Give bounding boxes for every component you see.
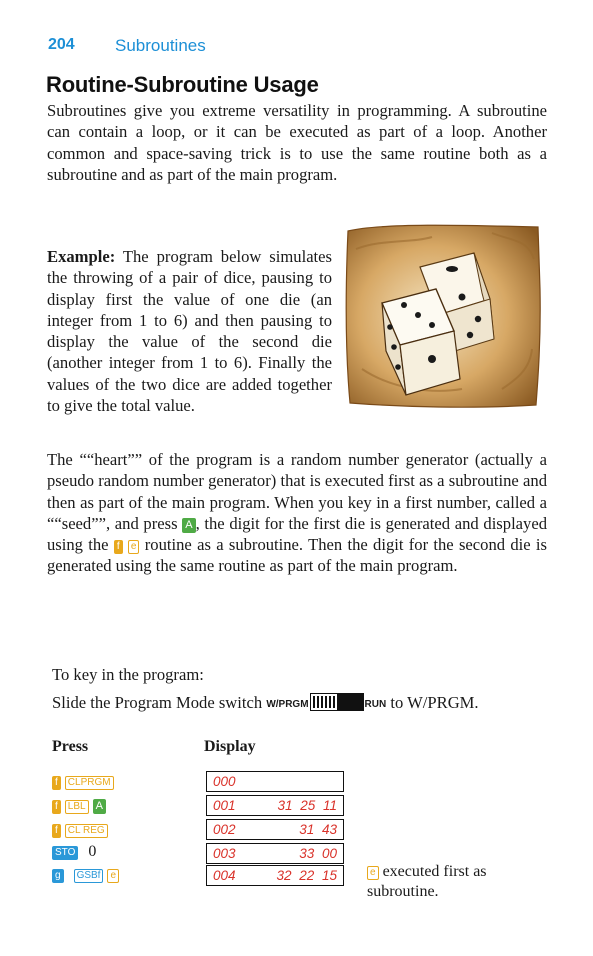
press-keys (52, 843, 96, 861)
key-sto-icon: STO (52, 846, 78, 860)
display-line (206, 795, 344, 816)
row-note: e executed first as subroutine. (367, 863, 487, 900)
key-g-icon: g (52, 869, 64, 883)
press-keys (52, 773, 114, 791)
key-clprgm-icon: CLPRGM (65, 776, 114, 790)
press-column-header: Press (52, 738, 89, 755)
switch-label-wprgm: W/PRGM (266, 699, 309, 710)
example-text: The program below simulates the throwing of a pair of dice, pausing to display first the value of one die (an integer from 1 to 6) and then pausing to display the value of the second die (another integer from 1 to 6). Finally the values of the two dice are added together to give the total value. (47, 247, 332, 416)
key-a-icon: A (93, 799, 106, 814)
display-step: 004 (213, 868, 236, 883)
display-code: 33 00 (299, 846, 337, 861)
program-mode-switch-icon (310, 693, 364, 711)
page-number: 204 (48, 36, 75, 53)
key-f-icon: f (52, 800, 61, 814)
display-code: 31 25 11 (277, 798, 337, 813)
keyin-instruction: To key in the program: (52, 665, 204, 684)
key-f-icon: f (114, 540, 123, 554)
slide-instruction: Slide the Program Mode switch W/PRGM RUN to W/PRGM. (52, 693, 479, 712)
display-step: 002 (213, 822, 236, 837)
display-code: 32 22 15 (276, 868, 337, 883)
display-line (206, 865, 344, 886)
key-e-icon: e (107, 869, 119, 883)
key-lbl-icon: LBL (65, 800, 89, 814)
dice-illustration (342, 219, 542, 411)
display-step: 000 (213, 774, 236, 789)
section-title: Subroutines (115, 36, 206, 55)
key-digit: 0 (88, 843, 97, 860)
intro-paragraph: Subroutines give you extreme versatility in programming. A subroutine can contain a loop, or it can be executed as part of a loop. Another common and space-saving trick is to use the same routine both as a subroutine and as part of the main program. (47, 101, 547, 184)
key-a-icon: A (182, 518, 195, 533)
heart-paragraph: The ““heart”” of the program is a random number generator (actually a pseudo random number generator) that is executed first as a subroutine and then as part of the main program. When you key in a first number, called a ““seed””, and press A , the digit for the first die is generated and displayed using the f e routine as a subroutine. Then the digit for the second die is generated using the same routine as part of the main program. (47, 450, 547, 576)
example-label: Example: (47, 247, 116, 266)
switch-label-run: RUN (364, 699, 387, 710)
key-clreg-icon: CL REG (65, 824, 108, 838)
key-e-icon: e (128, 540, 140, 554)
display-code: 31 43 (299, 822, 337, 837)
press-keys (52, 797, 106, 815)
display-line (206, 819, 344, 840)
example-paragraph (47, 246, 332, 416)
display-step: 001 (213, 798, 236, 813)
display-line (206, 843, 344, 864)
display-line (206, 771, 344, 792)
page-title: Routine-Subroutine Usage (46, 72, 319, 97)
key-f-icon: f (52, 824, 61, 838)
key-e-icon: e (367, 866, 379, 880)
display-column-header: Display (204, 738, 256, 755)
key-gsbf-icon: GSBf (74, 869, 104, 883)
key-f-icon: f (52, 776, 61, 790)
press-keys (52, 866, 119, 884)
display-step: 003 (213, 846, 236, 861)
press-keys (52, 821, 108, 839)
